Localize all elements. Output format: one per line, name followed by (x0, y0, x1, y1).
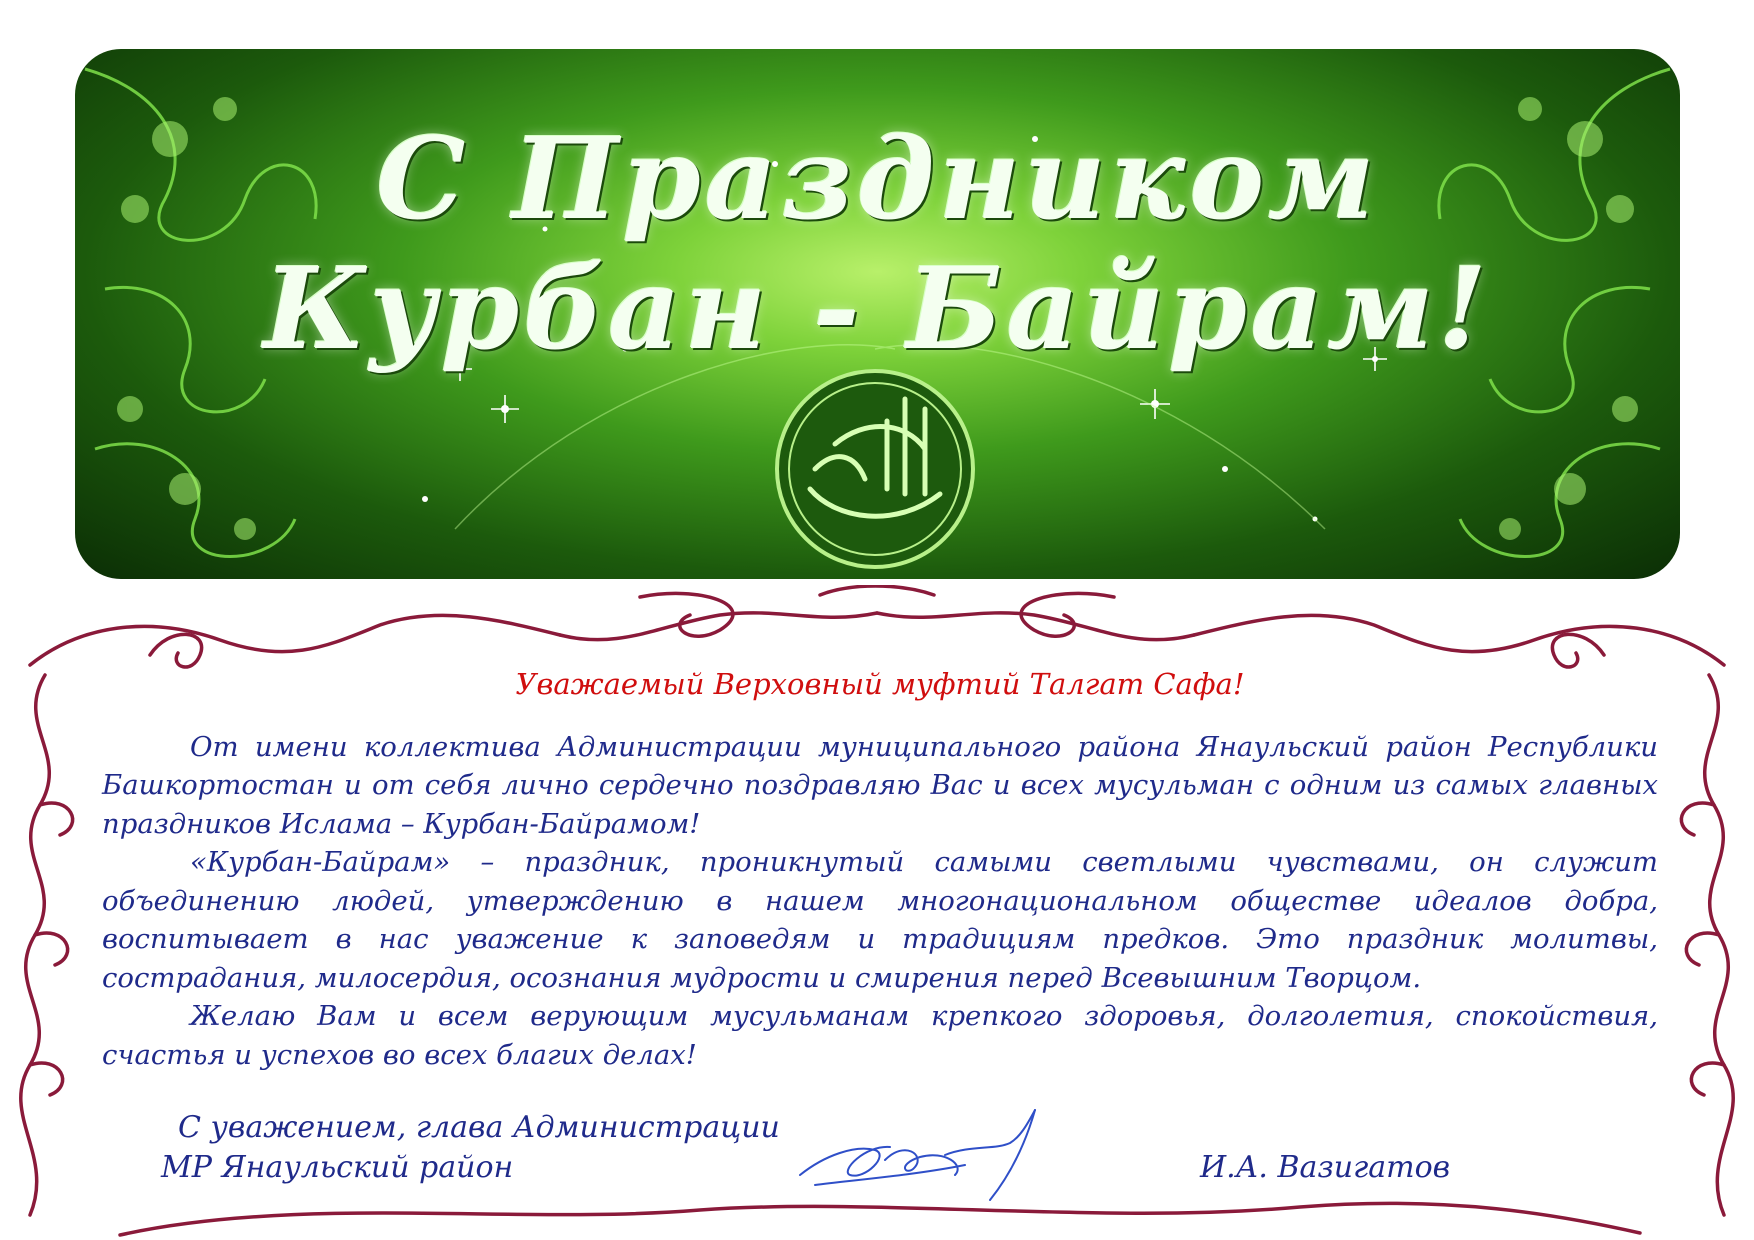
letter-body (102, 665, 1658, 1074)
banner-heading-line2: Курбан - Байрам! (264, 244, 1491, 375)
medallion-icon (777, 371, 973, 567)
banner-heading-line1: С Праздником (376, 114, 1379, 245)
letter-salutation: Уважаемый Верховный муфтий Талгат Сафа! (515, 667, 1245, 701)
handwritten-signature (795, 1105, 1055, 1205)
signoff-organization: МР Янаульский район (161, 1150, 514, 1185)
letter-paragraph: От имени коллектива Администрации муниципального района Янаульский район Республики Башкортостан и от себя лично сердечно поздравляю Вас и всех мусульман с одним из самых главных праздников Ислама – Курбан-Байрамом! (102, 730, 1658, 840)
signoff-title: С уважением, глава Администрации (178, 1110, 780, 1145)
greeting-banner (75, 49, 1680, 579)
letter-paragraph: Желаю Вам и всем верующим мусульманам крепкого здоровья, долголетия, спокойствия, счастья и успехов во всех благих делах! (102, 1000, 1658, 1071)
letter-paragraph: «Курбан-Байрам» – праздник, проникнутый самыми светлыми чувствами, он служит объединению людей, утверждению в нашем многонациональном обществе идеалов добра, воспитывает в нас уважение к заповедям и традициям предков. Это праздник молитвы, сострадания, милосердия, осознания мудрости и смирения перед Всевышним Творцом. (102, 846, 1658, 994)
signer-name: И.А. Вазигатов (1200, 1150, 1451, 1185)
